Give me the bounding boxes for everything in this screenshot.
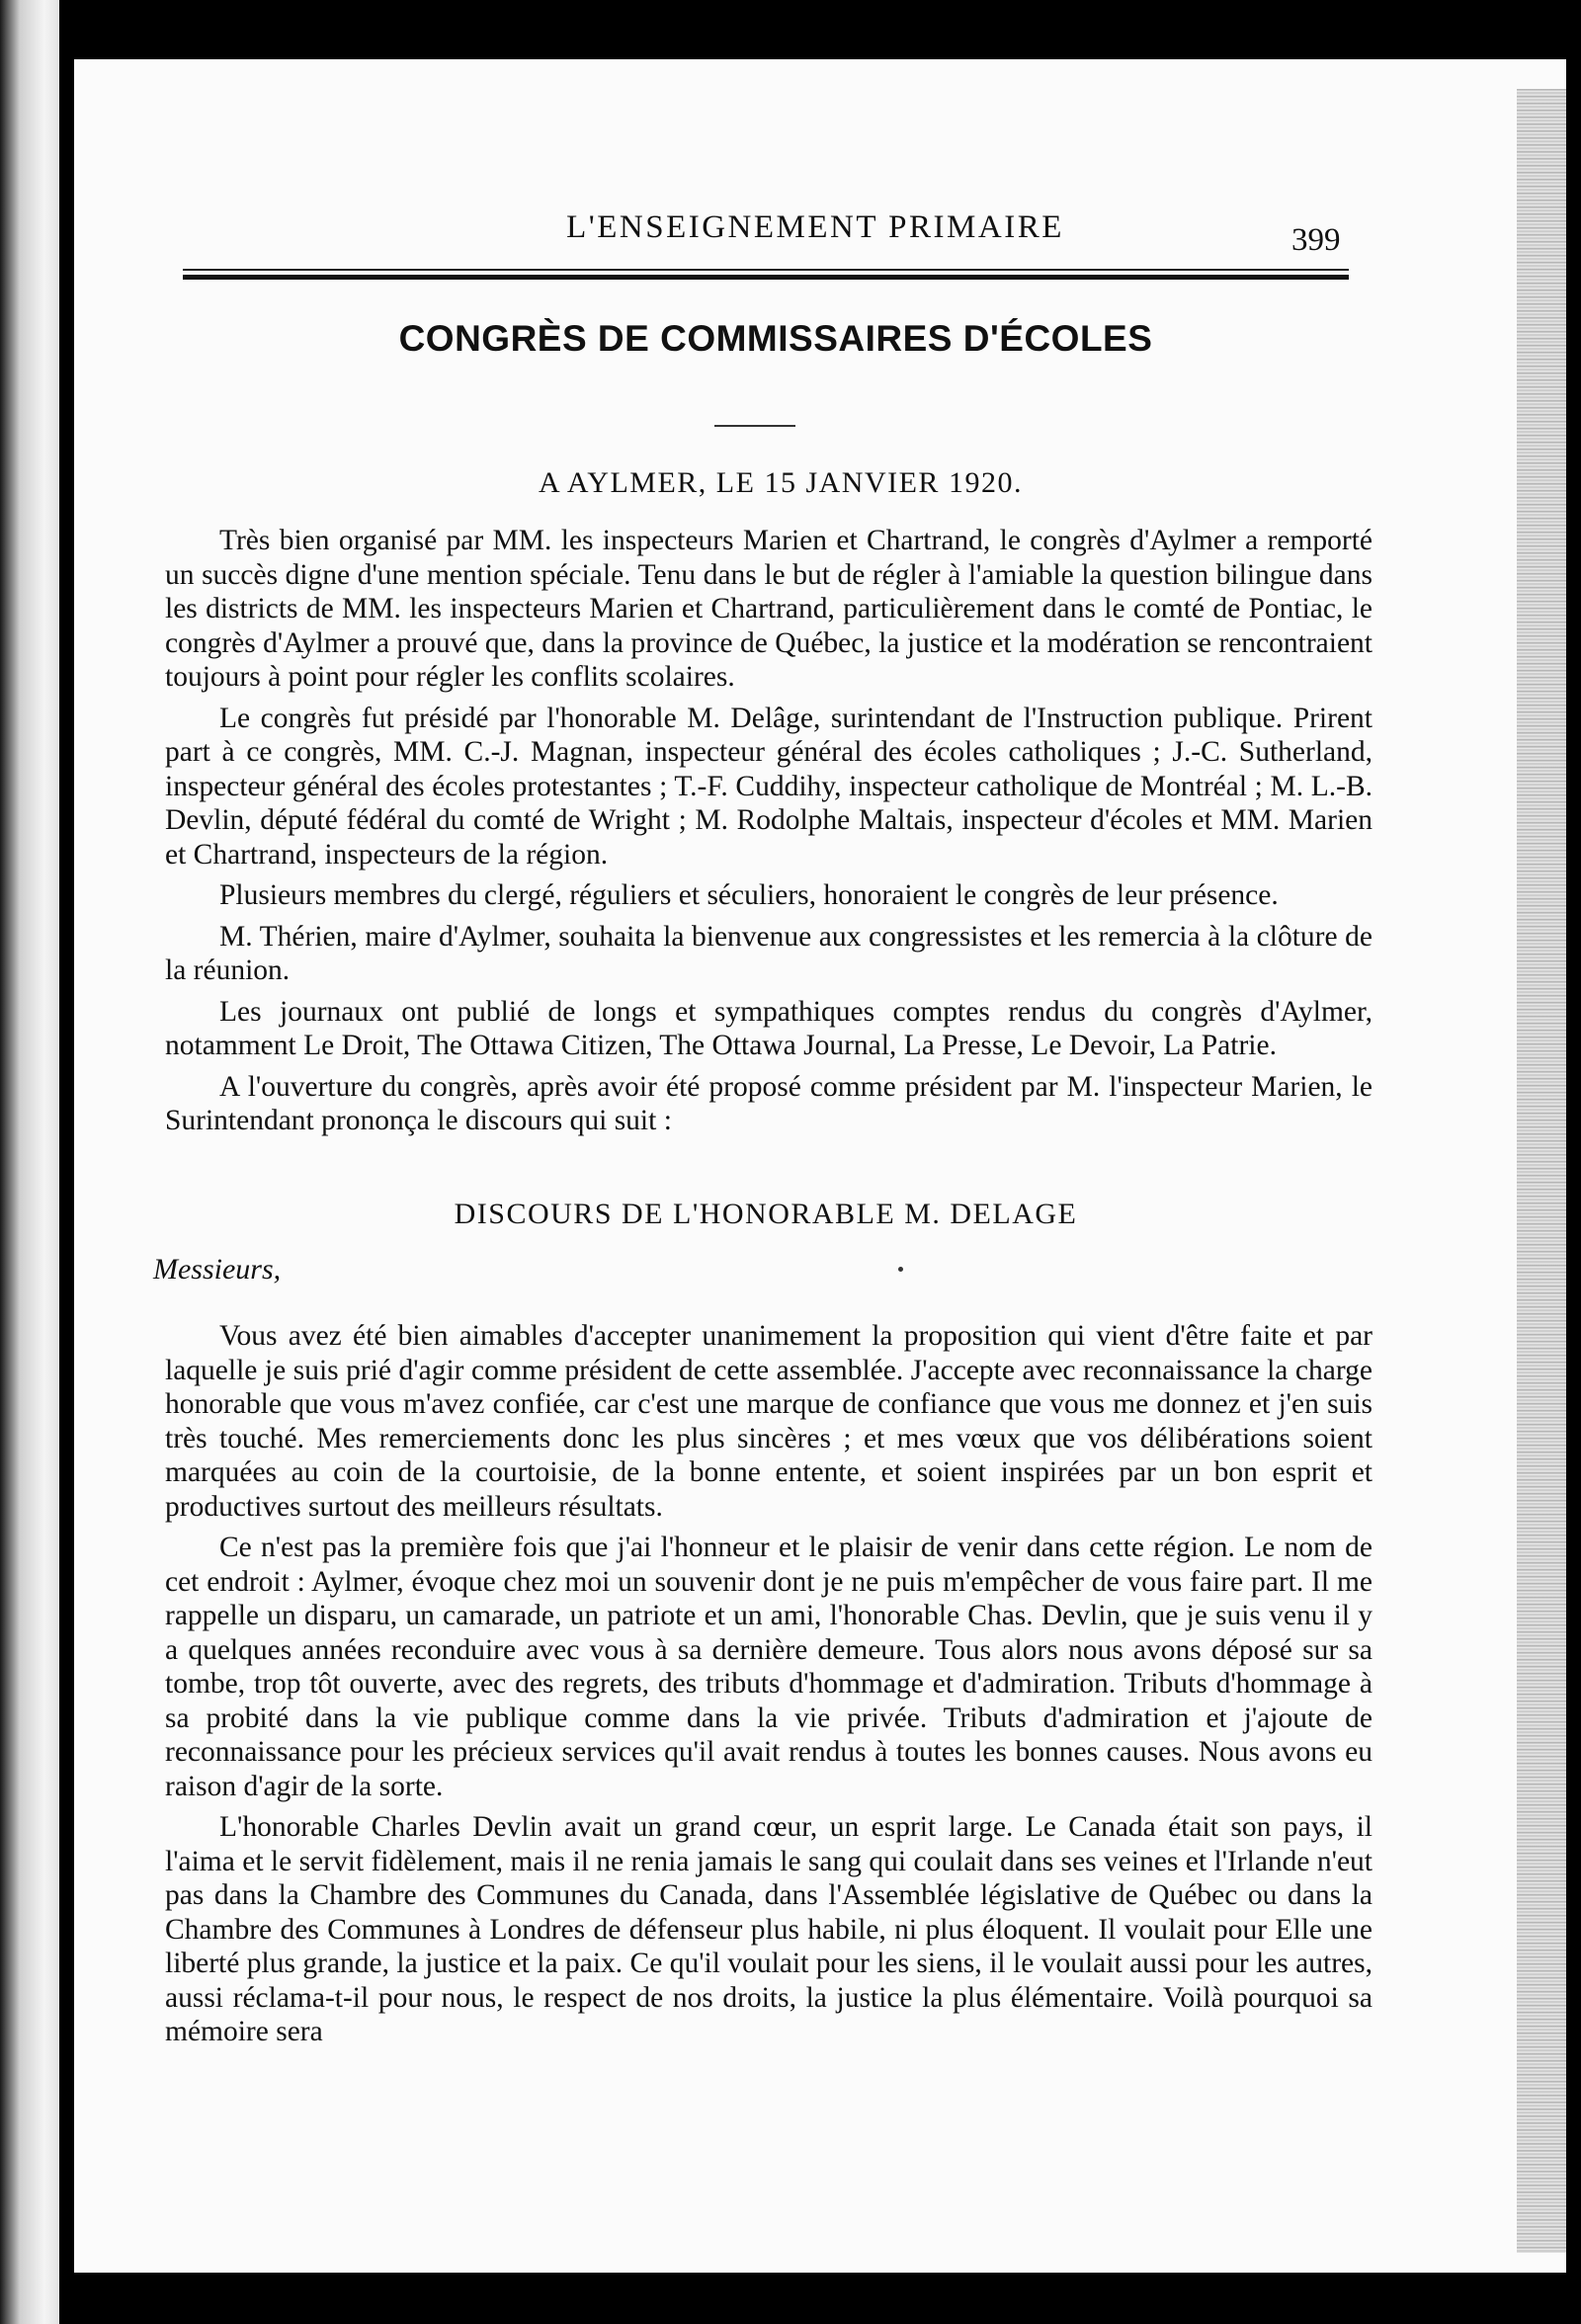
- intro-paragraph: Les journaux ont publié de longs et sympathiques comptes rendus du congrès d'Aylmer, notamment Le Droit, The Ottawa Citizen, The Ottawa Journal, La Presse, Le Devoir, La Patrie.: [165, 995, 1373, 1061]
- title-separator: [714, 425, 795, 427]
- speech-text: [165, 1319, 1373, 2056]
- stray-mark: [898, 1267, 903, 1272]
- speech-paragraph: Vous avez été bien aimables d'accepter unanimement la proposition qui vient d'être faite et par laquelle je suis prié d'agir comme président de cette assemblée. J'accepte avec reconnaissance la charge honorable que vous m'avez confiée, car c'est une marque de confiance que vous me donnez et j'en suis très touché. Mes remerciements donc les plus sincères ; et mes vœux que vos délibérations soient marquées au coin de la courtoisie, de la bonne entente, et soient inspirées par un bon esprit et productives surtout des meilleurs résultats.: [165, 1320, 1373, 1523]
- speech-heading: DISCOURS DE L'HONORABLE M. DELAGE: [454, 1198, 1078, 1230]
- intro-paragraph: Plusieurs membres du clergé, réguliers et séculiers, honoraient le congrès de leur présence.: [219, 879, 1279, 911]
- page-edge-texture: [1517, 89, 1566, 2253]
- header-rule-thin: [183, 269, 1349, 271]
- header-rule-thick: [183, 275, 1349, 280]
- previous-page-edge: [0, 0, 59, 2324]
- article-title: CONGRÈS DE COMMISSAIRES D'ÉCOLES: [398, 318, 1153, 359]
- intro-paragraph: Le congrès fut présidé par l'honorable M. Delâge, surintendant de l'Instruction publique. Prirent part à ce congrès, MM. C.-J. Magnan, inspecteur général des écoles catholiques ; J.-C. Sutherland, inspecteur général des écoles protestantes ; T.-F. Cuddihy, inspecteur catholique de Montréal ; M. L.-B. Devlin, député fédéral du comté de Wright ; M. Rodolphe Maltais, inspecteur d'écoles et MM. Marien et Chartrand, inspecteurs de la région.: [165, 702, 1373, 871]
- dateline: A AYLMER, LE 15 JANVIER 1920.: [539, 466, 1023, 499]
- book-page: [74, 59, 1566, 2273]
- intro-text: [165, 524, 1373, 1145]
- intro-paragraph: Très bien organisé par MM. les inspecteurs Marien et Chartrand, le congrès d'Aylmer a remporté un succès digne d'une mention spéciale. Tenu dans le but de régler à l'amiable la question bilingue dans les districts de MM. les inspecteurs Marien et Chartrand, particulièrement dans le comté de Pontiac, le congrès d'Aylmer a prouvé que, dans la province de Québec, la justice et la modération se rencontraient toujours à point pour régler les conflits scolaires.: [165, 525, 1373, 693]
- salutation: Messieurs,: [153, 1253, 282, 1286]
- intro-paragraph: A l'ouverture du congrès, après avoir été proposé comme président par M. l'inspecteur Marien, le Surintendant prononça le discours qui suit :: [165, 1070, 1373, 1136]
- page-number: 399: [1291, 222, 1341, 258]
- speech-paragraph: L'honorable Charles Devlin avait un grand cœur, un esprit large. Le Canada était son pays, il l'aima et le servit fidèlement, mais il ne renia jamais le sang qui coulait dans ses veines et l'Irlande n'eut pas dans la Chambre des Communes du Canada, dans l'Assemblée législative de Québec ou dans la Chambre des Communes à Londres de défenseur plus habile, ni plus éloquent. Il voulait pour Elle une liberté plus grande, la justice et la paix. Ce qu'il voulait pour les siens, il le voulait aussi pour les autres, aussi réclama-t-il pour nous, le respect de nos droits, la justice la plus élémentaire. Voilà pourquoi sa mémoire sera: [165, 1811, 1373, 2047]
- running-head: L'ENSEIGNEMENT PRIMAIRE: [566, 209, 1064, 245]
- intro-paragraph: M. Thérien, maire d'Aylmer, souhaita la bienvenue aux congressistes et les remercia à la clôture de la réunion.: [165, 920, 1373, 986]
- speech-paragraph: Ce n'est pas la première fois que j'ai l'honneur et le plaisir de venir dans cette région. Le nom de cet endroit : Aylmer, évoque chez moi un souvenir dont je ne puis m'empêcher de vous faire part. Il me rappelle un disparu, un camarade, un patriote et un ami, l'honorable Chas. Devlin, que je suis venu il y a quelques années reconduire avec vous à sa dernière demeure. Tous alors nous avons déposé sur sa tombe, trop tôt ouverte, avec des regrets, des tributs d'hommage et d'admiration. Tributs d'hommage à sa probité dans la vie publique comme dans la vie privée. Tributs d'admiration et j'ajoute de reconnaissance pour les précieux services qu'il avait rendus à toutes les bonnes causes. Nous avons eu raison d'agir de la sorte.: [165, 1532, 1373, 1802]
